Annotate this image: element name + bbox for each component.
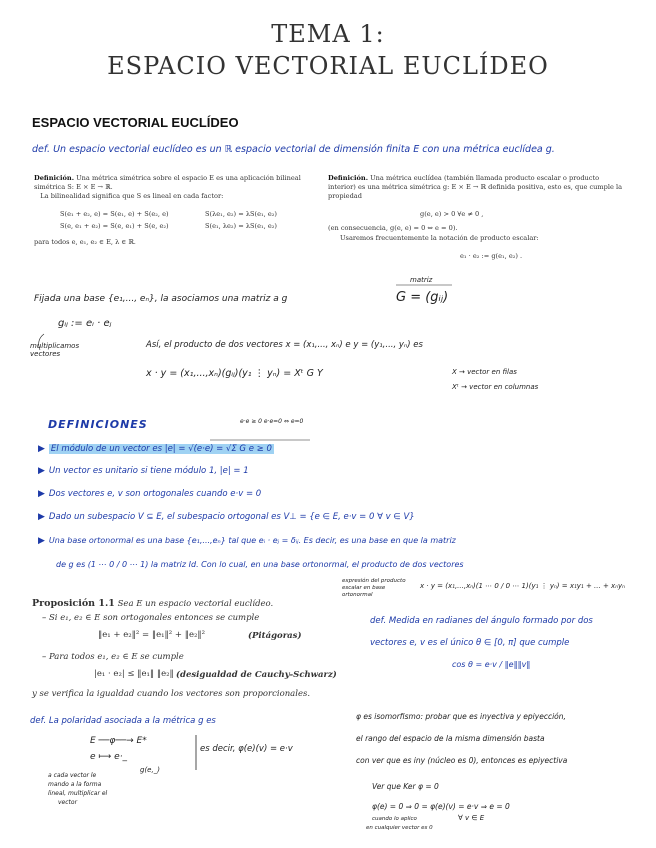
notation-intro: Usaremos frecuentemente la notación de producto escalar: — [340, 234, 539, 242]
bilinear-eq1b: S(λe₁, e₂) = λS(e₁, e₂) — [205, 210, 277, 218]
proposition-statement: Sea E un espacio vectorial euclídeo. — [117, 599, 274, 609]
proposition-label: Proposición 1.1 — [32, 598, 115, 609]
polarity-note-2: mando a la forma — [48, 781, 102, 788]
def-euclidean-space-note: def. Un espacio vectorial euclídeo es un ℝ espacio vectorial de dimensión finita E con una métrica euclídea g. — [32, 144, 555, 155]
def-item-5-text: Una base ortonormal es una base {e₁,...,eₙ} tal que eᵢ · eⱼ = δᵢⱼ. Es decir, es una base en que la matriz — [48, 536, 456, 545]
proposition-item-2: – Para todos e₁, e₂ ∈ E se cumple — [42, 652, 184, 662]
forall-note: para todos e, e₁, e₂ ∈ E, λ ∈ ℝ. — [34, 238, 136, 246]
iso-line-1: φ es isomorfismo: probar que es inyectiva y epiyección, — [356, 712, 566, 721]
bilinear-eq1: S(e₁ + e₂, e) = S(e₁, e) + S(e₂, e) — [60, 210, 169, 218]
definition-text-left: Una métrica simétrica sobre el espacio E es una aplicación bilineal simétrica S: E × E → ℝ. — [34, 174, 301, 191]
triangle-bullet-icon: ▶ — [38, 444, 45, 454]
notation-eq: e₁ · e₂ := g(e₁, e₂) . — [460, 252, 523, 260]
title-line-2: ESPACIO VECTORIAL EUCLÍDEO — [107, 52, 549, 80]
polarity-explain: es decir, φ(e)(v) = e·v — [200, 744, 293, 754]
polarity-note-3: lineal, multiplicar el — [48, 790, 108, 797]
angle-def-line-1: def. Medida en radianes del ángulo formado por dos — [370, 616, 593, 626]
triangle-bullet-icon: ▶ — [38, 489, 45, 499]
pythagoras-name: (Pitágoras) — [248, 631, 302, 641]
def-item-3-text: Dos vectores e, v son ortogonales cuando e·v = 0 — [48, 489, 262, 499]
positivity-eq: g(e, e) > 0 ∀e ≠ 0 , — [420, 210, 484, 218]
ortho-formula: x · y = (x₁,...,xₙ)(1 ⋯ 0 / 0 ⋯ 1)(y₁ ⋮ yₙ) = x₁y₁ + ... + xₙyₙ — [420, 582, 625, 590]
iso-line-4: Ver que Ker φ = 0 — [372, 782, 439, 791]
iso-note-b: en cualquier vector es 0 — [366, 825, 433, 831]
proposition-closing: y se verifica la igualdad cuando los vectores son proporcionales. — [32, 689, 311, 699]
def-item-1-text: El módulo de un vector es |e| = √(e·e) = √Σ G e ≥ 0 — [50, 444, 272, 454]
basis-note: Fijada una base {e₁,..., eₙ}, la asociamos una matriz a g — [34, 294, 288, 304]
polarity-map-top: E ──φ──→ E* — [90, 736, 147, 746]
definition-text-right: Una métrica euclídea (también llamada producto escalar o producto interior) es una métrica simétrica g: E × E → ℝ definida positiva, esto es, que cumple la propiedad — [328, 174, 623, 200]
triangle-bullet-icon: ▶ — [38, 466, 45, 476]
pythagoras-eq: ‖e₁ + e₂‖² = ‖e₁‖² + ‖e₂‖² — [98, 630, 206, 640]
gij-arrow — [39, 334, 44, 350]
polarity-map-bottom: e ⟼ e·_ — [90, 752, 128, 762]
def-item-4-text: Dado un subespacio V ⊆ E, el subespacio ortogonal es V⊥ = {e ∈ E, e·v = 0 ∀ v ∈ V} — [48, 512, 415, 522]
gij-eq: gᵢⱼ := eᵢ · eⱼ — [58, 318, 112, 329]
polarity-note-1: a cada vector le — [48, 772, 97, 779]
proposition-item-1: – Si e₁, e₂ ∈ E son ortogonales entonces se cumple — [42, 613, 260, 623]
bilinear-note: La bilinealidad significa que S es lineal en cada factor: — [40, 192, 224, 200]
angle-def-formula: cos θ = e·v / ‖e‖‖v‖ — [452, 660, 531, 669]
matrix-label: matriz — [410, 276, 433, 284]
polarity-line: def. La polaridad asociada a la métrica g es — [30, 716, 216, 726]
product-note: Así, el producto de dos vectores x = (x₁,..., xₙ) e y = (y₁,..., yₙ) es — [146, 340, 423, 350]
triangle-bullet-icon: ▶ — [38, 512, 45, 522]
definiciones-tiny-note: e·e ≥ 0 e·e=0 ⇔ e=0 — [240, 418, 304, 425]
definition-label-left: Definición. — [34, 174, 75, 182]
iso-line-3: con ver que es iny (núcleo es 0), entonces es epiyectiva — [356, 756, 568, 765]
consequence-note: (en consecuencia, g(e, e) = 0 ⇔ e = 0). — [328, 224, 458, 232]
iso-line-5: φ(e) = 0 ⇒ 0 = φ(e)(v) = e·v ⇒ e = 0 — [372, 802, 510, 811]
ortho-side-note: expresión del producto escalar en base ortonormal — [342, 578, 406, 598]
definiciones-heading-text: DEFINICIONES — [48, 418, 148, 431]
iso-line-6: ∀ v ∈ E — [458, 814, 485, 822]
gij-side-note: multiplicamos vectores — [30, 342, 80, 358]
polarity-note-4: vector — [58, 799, 78, 806]
section-heading: ESPACIO VECTORIAL EUCLÍDEO — [32, 115, 239, 130]
polarity-bottom-label: g(e,_) — [140, 766, 160, 774]
bilinear-eq2b: S(e₁, λe₂) = λS(e₁, e₂) — [205, 222, 277, 230]
matrix-eq: G = (gᵢⱼ) — [396, 290, 449, 305]
cauchy-schwarz-name: (desigualdad de Cauchy-Schwarz) — [176, 670, 337, 680]
bilinear-eq2: S(e, e₁ + e₂) = S(e, e₁) + S(e, e₂) — [60, 222, 169, 230]
definition-label-right: Definición. — [328, 174, 369, 182]
cauchy-schwarz-eq: |e₁ · e₂| ≤ ‖e₁‖ ‖e₂‖ — [94, 669, 174, 679]
angle-def-line-2: vectores e, v es el único θ ∈ [0, π] que cumple — [370, 638, 570, 648]
def-item-6-text: de g es (1 ⋯ 0 / 0 ⋯ 1) la matriz Id. Con lo cual, en una base ortonormal, el producto de dos vectores — [56, 560, 464, 569]
x-row-note: X → vector en filas — [452, 368, 517, 376]
xt-col-note: Xᵗ → vector en columnas — [452, 383, 539, 391]
iso-note-a: cuando lo aplico — [372, 816, 417, 822]
def-item-2-text: Un vector es unitario si tiene módulo 1, |e| = 1 — [48, 466, 249, 476]
product-formula: x · y = (x₁,...,xₙ)(gᵢⱼ)(y₁ ⋮ yₙ) = Xᵗ G Y — [146, 368, 323, 379]
iso-line-2: el rango del espacio de la misma dimensión basta — [356, 734, 545, 743]
triangle-bullet-icon: ▶ — [38, 536, 45, 546]
title-line-1: TEMA 1: — [271, 20, 385, 48]
